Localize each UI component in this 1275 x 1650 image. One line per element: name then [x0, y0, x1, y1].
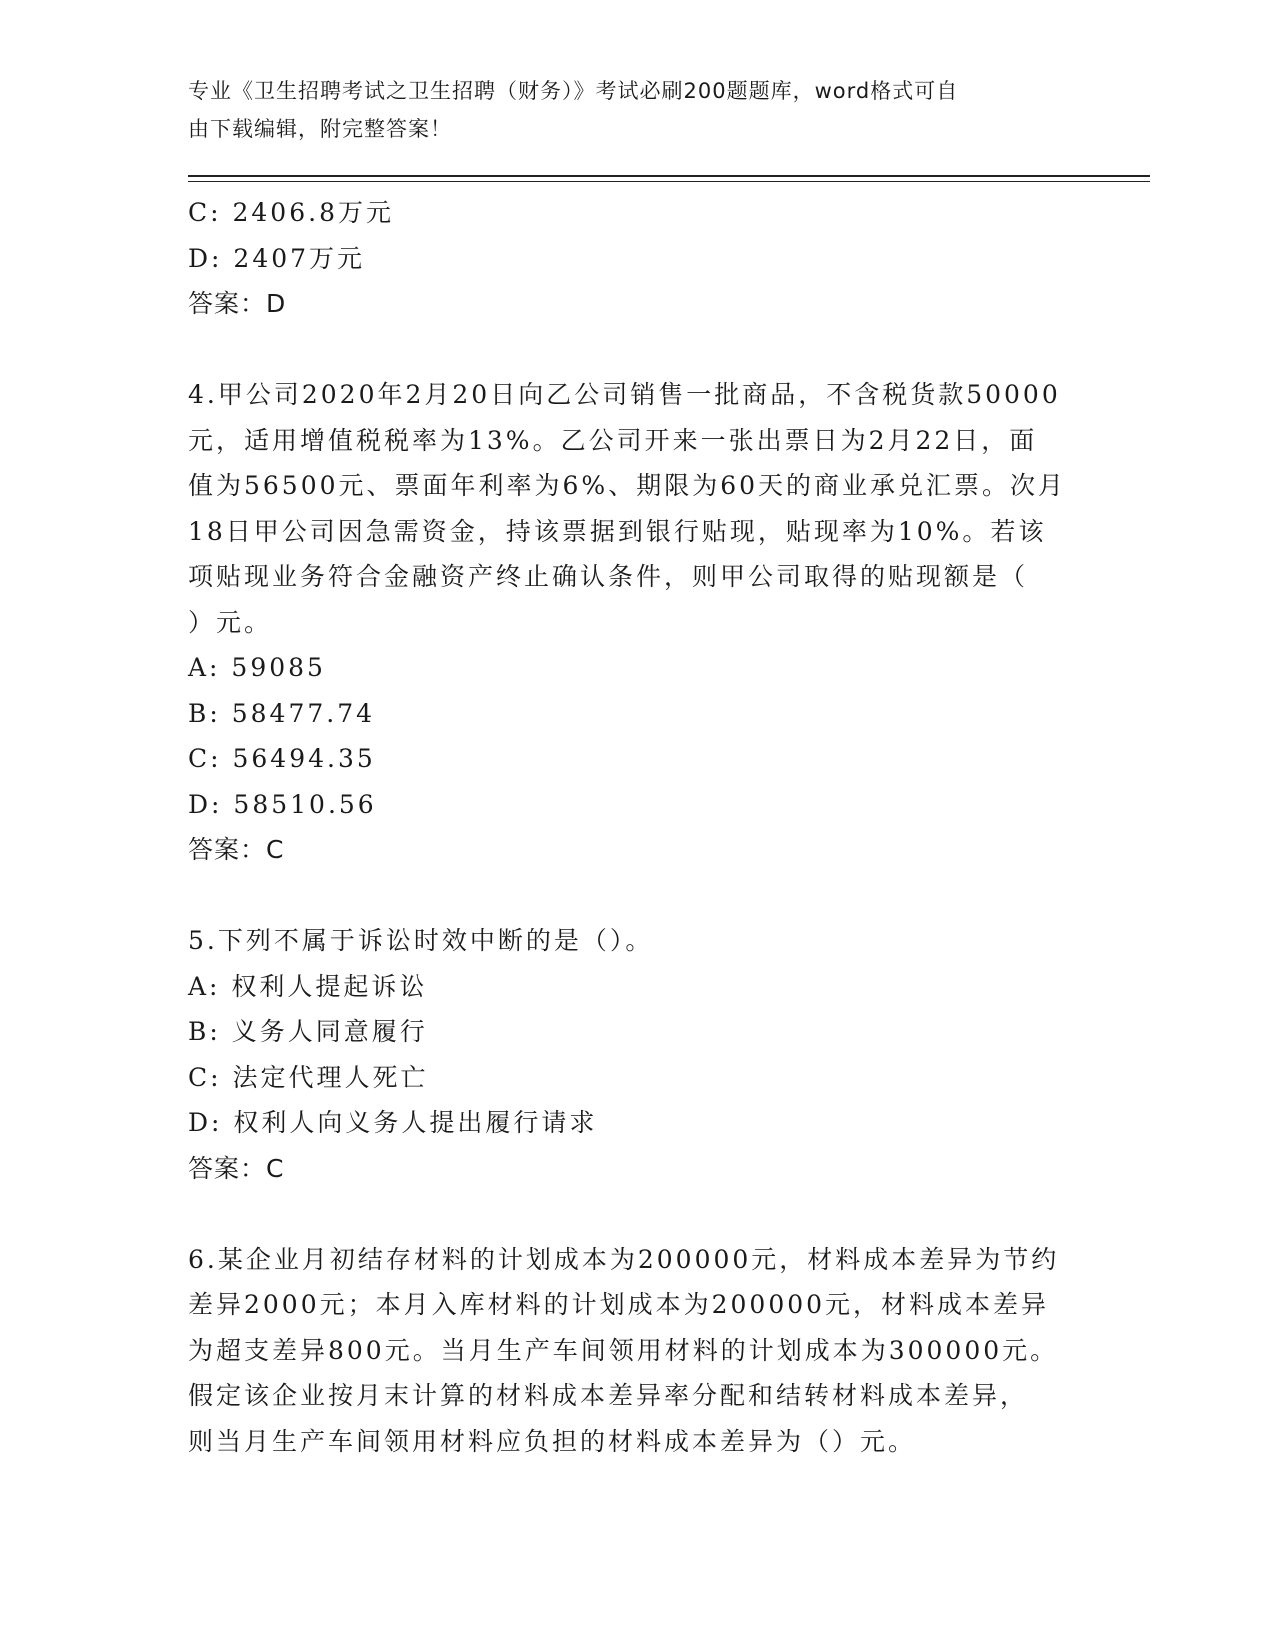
option-d: D: 权利人向义务人提出履行请求	[188, 1108, 598, 1137]
option-d: D: 2407万元	[188, 243, 366, 273]
question-text-line: 假定该企业按月末计算的材料成本差异率分配和结转材料成本差异，	[188, 1381, 1029, 1410]
option-c: C: 法定代理人死亡	[188, 1062, 429, 1092]
answer: 答案：C	[188, 835, 285, 864]
option-c: C: 56494.35	[188, 744, 376, 773]
header-line-1: 专业《卫生招聘考试之卫生招聘（财务）》考试必刷200题题库，word格式可自	[188, 79, 959, 103]
question-text-line: 为超支差异800元。当月生产车间领用材料的计划成本为300000元。	[188, 1335, 1059, 1365]
spacer	[188, 327, 1088, 373]
option-a: A: 59085	[188, 653, 326, 682]
question-text-line: 值为56500元、票面年利率为6%、期限为60天的商业承兑汇票。次月	[188, 471, 1067, 500]
question-text-line: 项贴现业务符合金融资产终止确认条件，则甲公司取得的贴现额是（	[188, 562, 1029, 591]
question-5	[188, 918, 1088, 1191]
question-text-line: 18日甲公司因急需资金，持该票据到银行贴现，贴现率为10%。若该	[188, 516, 1047, 546]
question-text-line: 则当月生产车间领用材料应负担的材料成本差异为（）元。	[188, 1426, 917, 1456]
option-b: B: 58477.74	[188, 698, 376, 728]
spacer	[188, 873, 1088, 919]
question-text-line: 元，适用增值税税率为13%。乙公司开来一张出票日为2月22日，面	[188, 425, 1038, 455]
header-divider-thin	[188, 181, 1150, 182]
option-d: D: 58510.56	[188, 789, 377, 819]
spacer	[188, 1191, 1088, 1237]
answer: 答案：C	[188, 1153, 285, 1183]
question-6	[188, 1237, 1088, 1465]
question-text-line: ）元。	[188, 607, 273, 637]
header-divider-thick	[188, 175, 1150, 177]
question-text-line: 4.甲公司2020年2月20日向乙公司销售一批商品，不含税货款50000	[188, 380, 1061, 409]
question-text-line: 差异2000元；本月入库材料的计划成本为200000元，材料成本差异	[188, 1290, 1050, 1319]
option-a: A: 权利人提起诉讼	[188, 971, 428, 1001]
question-3-tail	[188, 190, 1088, 327]
header-line-2: 由下载编辑，附完整答案！	[188, 117, 452, 141]
question-4	[188, 372, 1088, 873]
question-text-line: 6.某企业月初结存材料的计划成本为200000元，材料成本差异为节约	[188, 1244, 1060, 1274]
document-header	[188, 72, 1068, 148]
answer: 答案：D	[188, 289, 287, 318]
document-body	[188, 190, 1088, 1464]
option-b: B: 义务人同意履行	[188, 1017, 428, 1046]
option-c: C: 2406.8万元	[188, 198, 394, 227]
question-text-line: 5.下列不属于诉讼时效中断的是（）。	[188, 926, 654, 955]
